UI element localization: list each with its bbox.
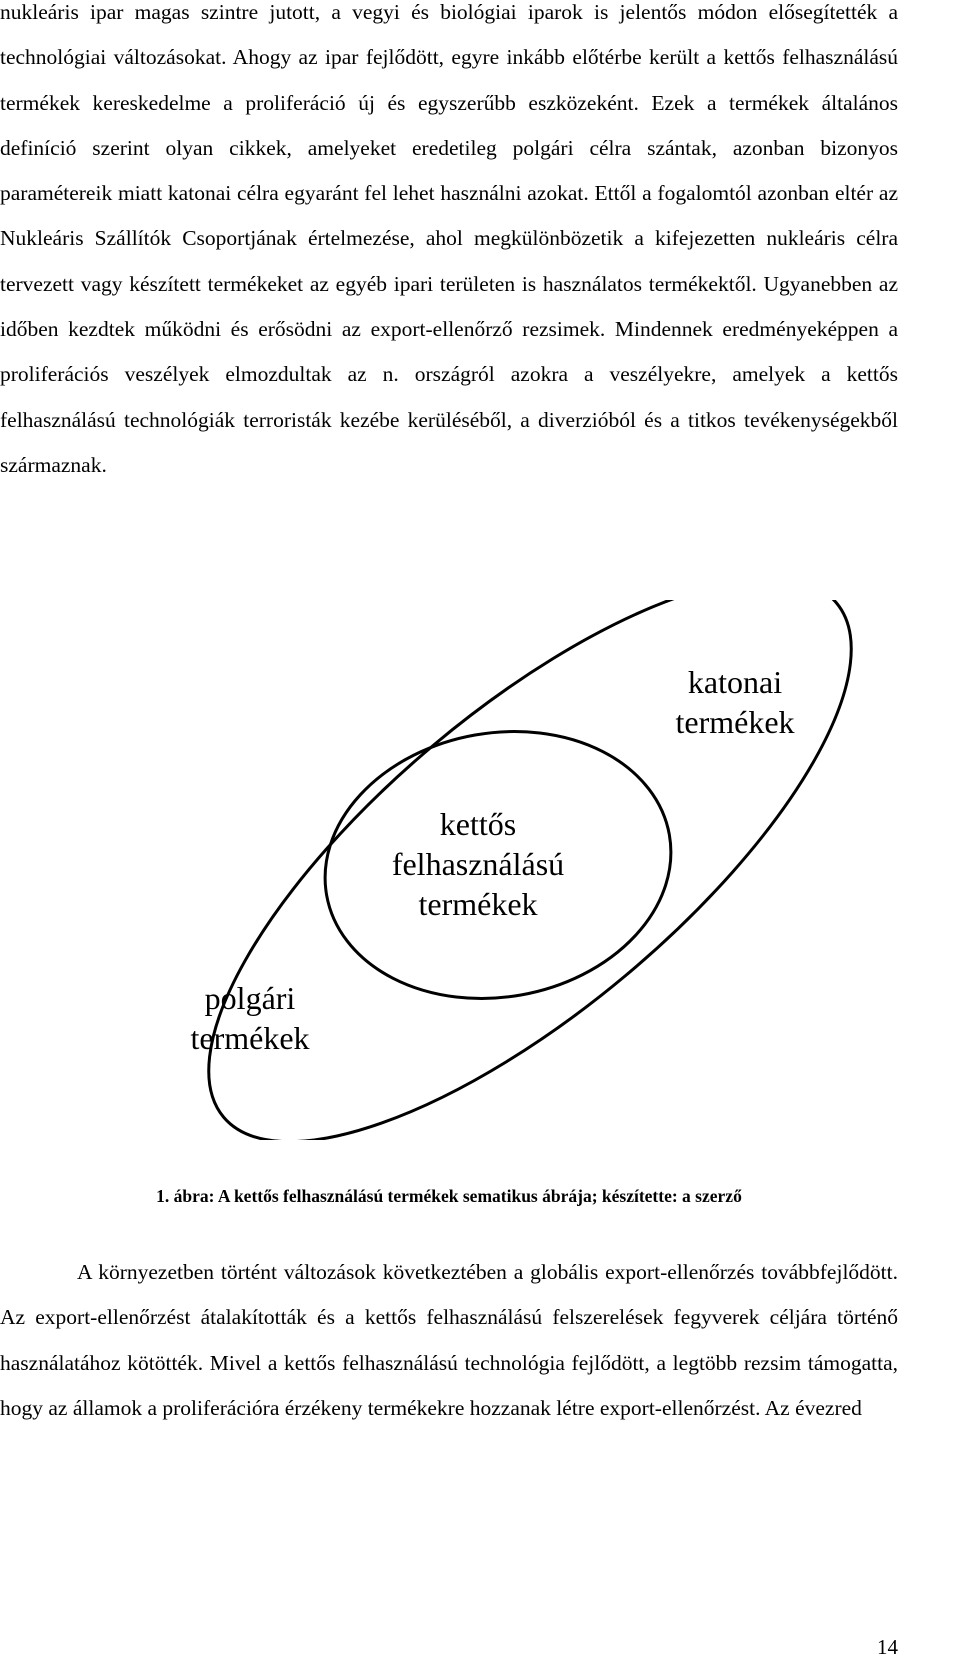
label-dual-use-products: kettős felhasználású termékek	[391, 806, 565, 922]
body-paragraph-top: nukleáris ipar magas szintre jutott, a vegyi és biológiai iparok is jelentős módon elősegítették a technológiai változásokat. Ahogy az ipar fejlődött, egyre inkább előtérbe került a kettős felhasználású termékek kereskedelme a proliferáció új és egyszerűbb eszközeként. Ezek a termékek általános definíció szerint olyan cikkek, amelyeket eredetileg polgári célra szántak, azonban bizonyos paramétereik miatt katonai célra egyaránt fel lehet használni azokat. Ettől a fogalomtól azonban eltér az Nukleáris Szállítók Csoportjának értelmezése, ahol megkülönbözetik a kifejezetten nukleáris célra tervezett vagy készített termékeket az egyéb ipari területen is használatos termékektől. Ugyanebben az időben kezdtek működni és erősödni az export-ellenőrző rezsimek. Mindennek eredményeképpen a proliferációs veszélyek elmozdultak az n. országról azokra a veszélyekre, amelyek a kettős felhasználású technológiák terroristák kezébe kerüléséből, a diverzióból és a titkos tevékenységekből származnak.	[0, 0, 898, 477]
venn-figure	[0, 600, 960, 1140]
label-civil-products: polgári termékek	[190, 980, 310, 1056]
page-number: 14	[877, 1635, 898, 1659]
label-military-products: katonai termékek	[675, 664, 795, 740]
figure-caption: 1. ábra: A kettős felhasználású termékek sematikus ábrája; készítette: a szerző	[156, 1186, 742, 1206]
body-paragraph-bottom: A környezetben történt változások következtében a globális export-ellenőrzés továbbfejlődött. Az export-ellenőrzést átalakították és a kettős felhasználású felszerelések fegyverek céljára történő használatához kötötték. Mivel a kettős felhasználású technológia fejlődött, a legtöbb rezsim támogatta, hogy az államok a proliferációra érzékeny termékekre hozzanak létre export-ellenőrzést. Az évezred	[0, 1260, 898, 1420]
